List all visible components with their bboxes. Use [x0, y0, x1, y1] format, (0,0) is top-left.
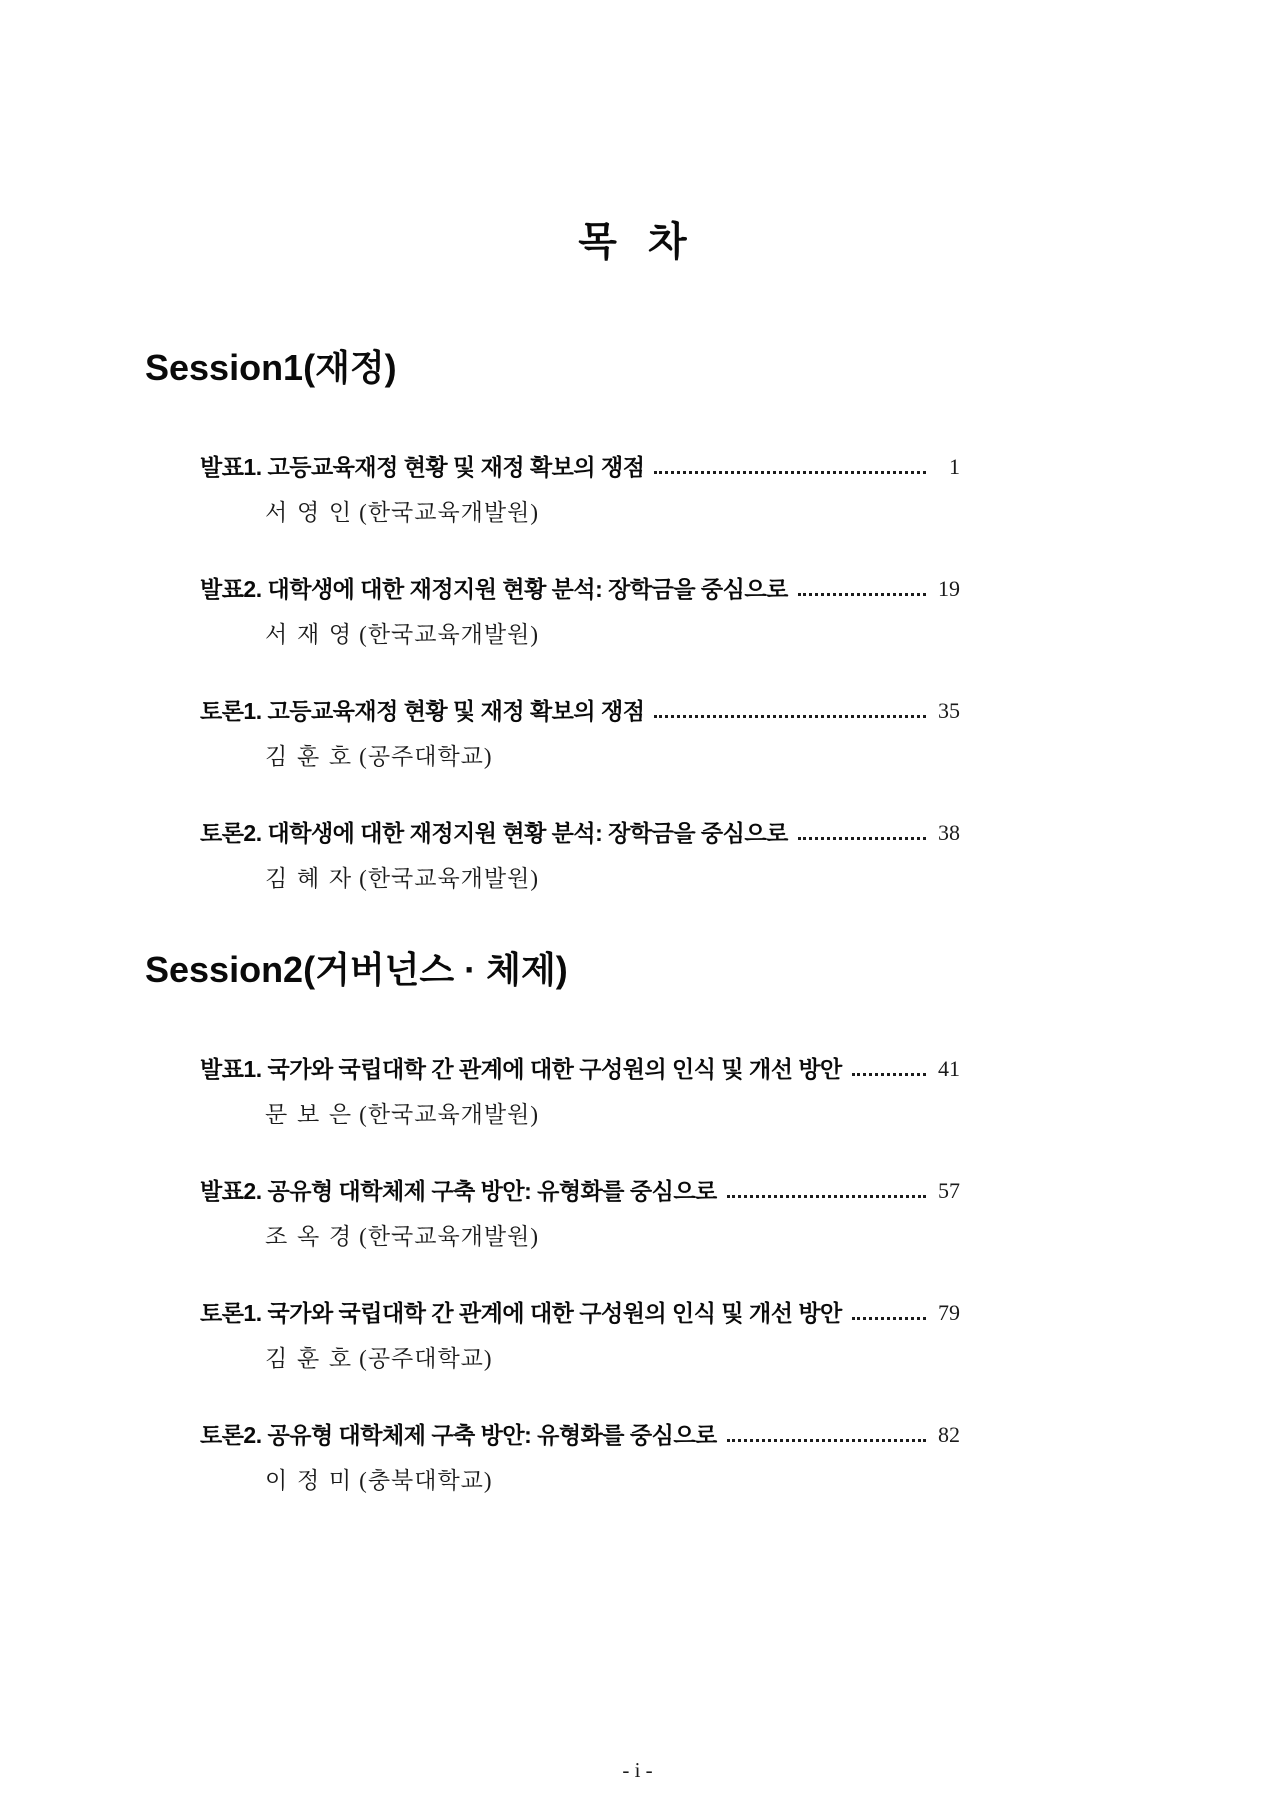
toc-entry-title: 토론2. 대학생에 대한 재정지원 현황 분석: 장학금을 중심으로 [200, 820, 788, 846]
author-affiliation: (한국교육개발원) [359, 622, 540, 647]
toc-entry-author-line [265, 1343, 960, 1375]
session-section [145, 950, 960, 1497]
toc-entry-line [200, 574, 960, 604]
toc-entry-page-number: 1 [949, 454, 960, 479]
dotted-leader [852, 1317, 926, 1320]
toc-entry-line [200, 818, 960, 848]
author-name: 김 혜 자 [265, 866, 354, 891]
author-name: 김 훈 호 [265, 744, 354, 769]
author-affiliation: (한국교육개발원) [359, 500, 540, 525]
dotted-leader [798, 837, 926, 840]
toc-entry-title: 발표2. 대학생에 대한 재정지원 현황 분석: 장학금을 중심으로 [200, 576, 788, 602]
author-affiliation: (공주대학교) [359, 744, 493, 769]
toc-entry-line [200, 1176, 960, 1206]
toc-entry-page-number: 35 [938, 698, 960, 723]
author-affiliation: (한국교육개발원) [359, 866, 540, 891]
toc-entry-page-number: 82 [938, 1422, 960, 1447]
toc-entry-page-number: 57 [938, 1178, 960, 1203]
toc-entry [200, 452, 960, 529]
author-name: 이 정 미 [265, 1468, 354, 1493]
session-entries [200, 452, 960, 895]
session-heading: Session1(재정) [145, 347, 397, 388]
toc-entry-line [200, 1420, 960, 1450]
author-affiliation: (충북대학교) [359, 1468, 493, 1493]
toc-entry-line [200, 1298, 960, 1328]
page-title: 목 차 [578, 220, 697, 264]
author-name: 문 보 은 [265, 1102, 354, 1127]
page-number-footer: - i - [622, 1758, 653, 1782]
toc-entry-author-line [265, 863, 960, 895]
toc-entry-page-number: 38 [938, 820, 960, 845]
toc-entry-title: 발표1. 국가와 국립대학 간 관계에 대한 구성원의 인식 및 개선 방안 [200, 1056, 842, 1082]
dotted-leader [727, 1439, 926, 1442]
session-entries [200, 1054, 960, 1497]
toc-entry-line [200, 1054, 960, 1084]
author-affiliation: (한국교육개발원) [359, 1224, 540, 1249]
dotted-leader [654, 715, 926, 718]
dotted-leader [654, 471, 926, 474]
toc-entry-author-line [265, 1099, 960, 1131]
author-name: 김 훈 호 [265, 1346, 354, 1371]
toc-entry-title: 토론1. 고등교육재정 현황 및 재정 확보의 쟁점 [200, 698, 645, 724]
toc-entry [200, 1298, 960, 1375]
session-heading: Session2(거버넌스 · 체제) [145, 949, 568, 990]
dotted-leader [727, 1195, 926, 1198]
toc-entry [200, 1176, 960, 1253]
toc-entry-page-number: 41 [938, 1056, 960, 1081]
session-section [145, 348, 960, 895]
dotted-leader [798, 593, 926, 596]
toc-entry-title: 발표1. 고등교육재정 현황 및 재정 확보의 쟁점 [200, 454, 645, 480]
toc-entry-page-number: 79 [938, 1300, 960, 1325]
toc-entry-author-line [265, 497, 960, 529]
toc-entry-line [200, 696, 960, 726]
toc-entry-page-number: 19 [938, 576, 960, 601]
author-name: 서 재 영 [265, 622, 354, 647]
toc-entry [200, 1054, 960, 1131]
toc-entry-author-line [265, 1221, 960, 1253]
dotted-leader [852, 1073, 926, 1076]
toc-entry-title: 토론1. 국가와 국립대학 간 관계에 대한 구성원의 인식 및 개선 방안 [200, 1300, 842, 1326]
toc-entry [200, 818, 960, 895]
sessions-container [145, 348, 960, 1497]
toc-entry-author-line [265, 741, 960, 773]
toc-entry [200, 574, 960, 651]
toc-entry-line [200, 452, 960, 482]
author-name: 서 영 인 [265, 500, 354, 525]
toc-entry [200, 1420, 960, 1497]
toc-entry-author-line [265, 619, 960, 651]
toc-entry [200, 696, 960, 773]
toc-entry-author-line [265, 1465, 960, 1497]
toc-entry-title: 발표2. 공유형 대학체제 구축 방안: 유형화를 중심으로 [200, 1178, 717, 1204]
author-name: 조 옥 경 [265, 1224, 354, 1249]
toc-entry-title: 토론2. 공유형 대학체제 구축 방안: 유형화를 중심으로 [200, 1422, 717, 1448]
author-affiliation: (한국교육개발원) [359, 1102, 540, 1127]
author-affiliation: (공주대학교) [359, 1346, 493, 1371]
